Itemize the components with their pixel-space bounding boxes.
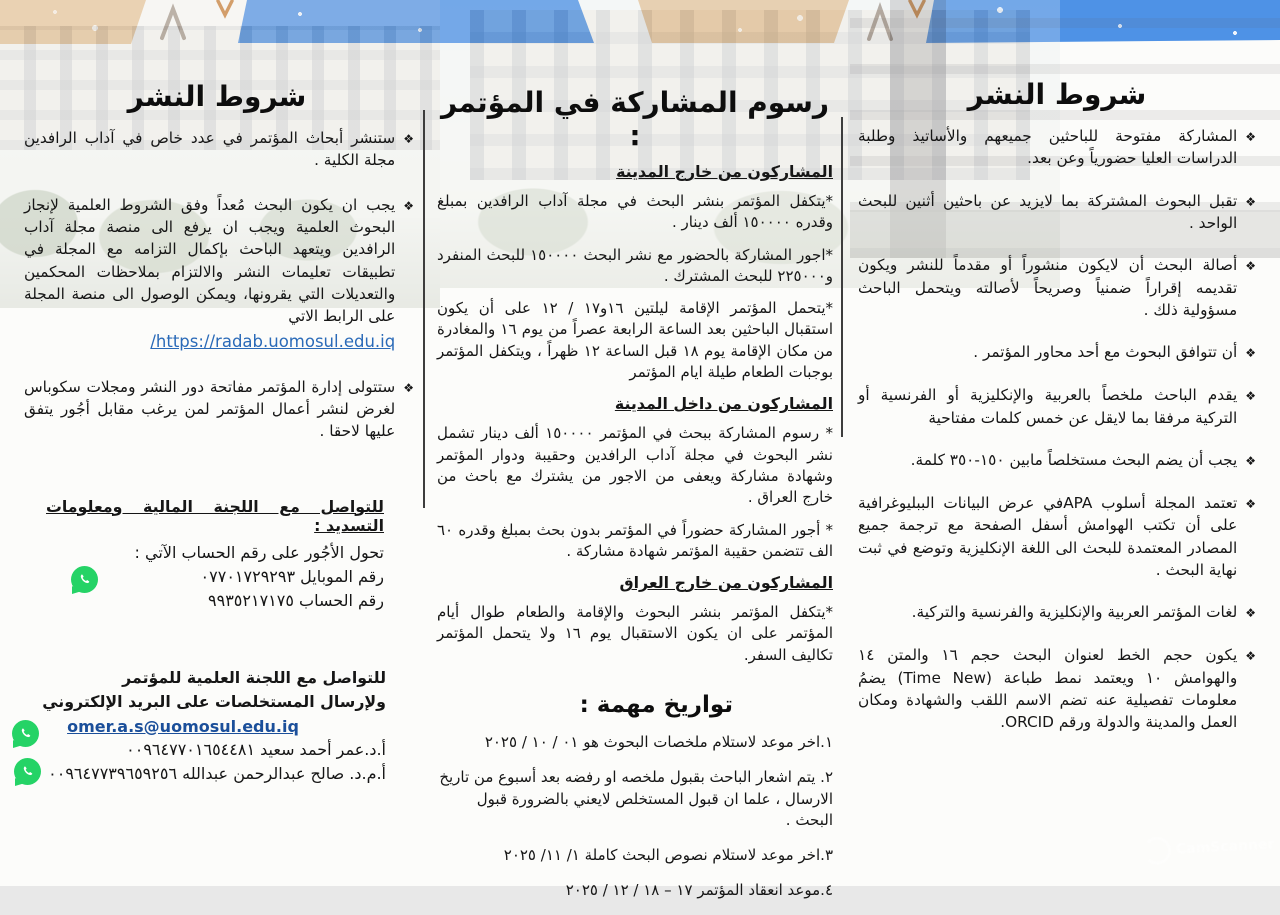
diamond-bullet-icon: ❖ — [1245, 606, 1256, 621]
list-item — [24, 376, 414, 443]
contact-person-line: أ.د.عمر أحمد سعيد ٠٠٩٦٤٧٧٠١٦٥٤٤٨١ — [126, 739, 386, 759]
fee-paragraph: *اجور المشاركة بالحضور مع نشر البحث ١٥٠٠٠٠ للبحث المنفرد و٢٢٥٠٠٠ للبحث المشترك . — [437, 245, 833, 285]
contact-person-line: أ.م.د. صالح عبدالرحمن عبدالله ٠٠٩٦٤٧٧٣٩٦٥٩٢٥٦ — [48, 764, 386, 784]
diamond-bullet-icon: ❖ — [1245, 389, 1256, 404]
out-of-city-heading: المشاركون من خارج المدينة — [616, 162, 833, 181]
whatsapp-icon — [14, 758, 41, 785]
diamond-bullet-icon: ❖ — [1245, 346, 1256, 361]
account-number-line: رقم الحساب ٩٩٣٥٢١٧١٧٥ — [208, 591, 384, 611]
diamond-bullet-icon: ❖ — [1245, 496, 1256, 511]
list-item-text: المشاركة مفتوحة للباحثين جميعهم والأساتيذ وطلبة الدراسات العليا حضورياً وعن بعد. — [858, 127, 1238, 168]
whatsapp-icon — [12, 720, 39, 747]
publishing-terms-title: شروط النشر — [127, 80, 307, 113]
chevron-up-icon — [866, 5, 894, 44]
transfer-instruction-line: تحول الأجُور على رقم الحساب الآتي : — [134, 542, 384, 562]
list-item-text: يقدم الباحث ملخصاً بالعربية والإنكليزية أو الفرنسية أو التركية مرفقا بما لايقل عن خمس كلمات مفتاحية — [858, 386, 1238, 427]
list-item — [858, 125, 1256, 170]
watermark-text: CamScanner — [1175, 836, 1275, 858]
date-item: ٤.موعد انعقاد المؤتمر ١٧ – ١٨ / ١٢ / ٢٠٢٥ — [565, 880, 833, 899]
fee-paragraph: * أجور المشاركة حضوراً في المؤتمر بدون بحث بمبلغ وقدره ٦٠ الف تتضمن حقيبة المؤتمر شهادة مشاركة . — [437, 520, 833, 560]
diamond-bullet-icon: ❖ — [403, 132, 414, 146]
date-item: ٣.اخر موعد لاستلام نصوص البحث كاملة ١/ ١١/ ٢٠٢٥ — [503, 846, 833, 865]
camscanner-watermark — [1142, 831, 1275, 866]
list-item-text: ستتولى إدارة المؤتمر مفاتحة دور النشر ومجلات سكوباس لغرض لنشر أعمال المؤتمر لمن يرغب مقابل أجُور يتفق عليها لاحقا . — [24, 377, 396, 441]
list-item-text: أن تتوافق البحوث مع أحد محاور المؤتمر . — [973, 343, 1238, 362]
date-item: ١.اخر موعد لاستلام ملخصات البحوث هو ٠١ / ١٠ / ٢٠٢٥ — [484, 733, 833, 752]
scientific-contact-line1: للتواصل مع اللجنة العلمية للمؤتمر — [122, 668, 386, 688]
diamond-bullet-icon: ❖ — [1245, 649, 1256, 664]
diamond-bullet-icon: ❖ — [403, 198, 414, 213]
in-city-heading: المشاركون من داخل المدينة — [614, 394, 833, 414]
list-item-text: تعتمد المجلة أسلوب APAفي عرض البيانات الببليوغرافية على أن تكتب الهوامش أسفل الصفحة مع ترجمة جميع المصادر المعتمدة للبحث الى اللغة الإنكليزية وتوضع في ثبت نهاية البحث . — [858, 493, 1238, 579]
diamond-bullet-icon: ❖ — [403, 380, 414, 395]
list-item-text: يكون حجم الخط لعنوان البحث حجم ١٦ والمتن ١٤ والهوامش ١٠ ويعتمد نمط طباعة (Time New) يضمُ معلومات تفصيلية عنه تضم الاسم اللقب والشهادة ومكان العمل والمدينة والدولة ورقم ORCID. — [858, 646, 1238, 732]
list-item — [858, 341, 1256, 364]
diamond-bullet-icon: ❖ — [1245, 259, 1256, 274]
conference-email-link[interactable]: omer.a.s@uomosul.edu.iq — [67, 716, 299, 736]
participation-fees-column — [437, 86, 833, 915]
whatsapp-icon — [71, 566, 98, 593]
list-item — [858, 644, 1256, 733]
email-line — [20, 717, 346, 736]
list-item-text: ستنشر أبحاث المؤتمر في عدد خاص في آداب الرافدين مجلة الكلية . — [24, 129, 396, 170]
blue-trapezoid-right — [0, 0, 1280, 46]
fee-paragraph: * رسوم المشاركة ببحث في المؤتمر ١٥٠٠٠٠ ألف دينار تشمل نشر البحوث في مجلة آداب الرافدين وحقيبة ودوار المؤتمر وشهادة مشاركة ويعفى من الاجور من يشترك مع باحث من خارج العراق . — [437, 424, 833, 507]
out-of-iraq-heading: المشاركون من خارج العراق — [619, 573, 833, 593]
list-item — [858, 190, 1256, 235]
finance-contact-section — [46, 497, 384, 615]
chevron-down-icon — [216, 0, 234, 21]
journal-link-line — [24, 330, 395, 354]
publishing-terms-column — [20, 80, 414, 787]
list-item-text: لغات المؤتمر العربية والإنكليزية والفرنسية والتركية. — [911, 603, 1238, 622]
date-item: ٢. يتم اشعار الباحث بقبول ملخصه او رفضه بعد أسبوع من تاريخ الارسال ، علما ان قبول المستخلص لايعني بالضرورة قبول البحث . — [439, 767, 833, 830]
diamond-bullet-icon: ❖ — [1245, 453, 1256, 468]
scientific-contact-section — [20, 666, 386, 787]
chevron-up-icon — [159, 6, 187, 43]
journal-platform-link[interactable]: /https://radab.uomosul.edu.iq — [150, 331, 396, 351]
list-item — [858, 384, 1256, 429]
important-dates-section — [437, 692, 833, 902]
list-item-text: يجب أن يضم البحث مستخلصاً مابين ١٥٠-٣٥٠ كلمة. — [910, 450, 1238, 469]
mobile-number-line: رقم الموبايل ٠٧٧٠١٧٢٩٢٩٣ — [200, 566, 384, 586]
important-dates-title: تواريخ مهمة : — [579, 692, 733, 719]
list-item — [858, 449, 1256, 472]
column-divider-line — [841, 117, 843, 437]
fee-paragraph: *يتكفل المؤتمر بنشر البحوث والإقامة والطعام طوال أيام المؤتمر على ان يكون الاستقبال يوم ١٦ ولا يتحمل المؤتمر تكاليف السفر. — [437, 603, 833, 664]
list-item — [858, 601, 1256, 624]
list-item — [858, 492, 1256, 581]
chevron-down-icon — [908, 0, 926, 21]
list-item-text: تقبل البحوث المشتركة بما لايزيد عن باحثين أثنين للبحث الواحد . — [858, 191, 1238, 232]
list-item — [24, 194, 414, 354]
participation-fees-title: رسوم المشاركة في المؤتمر : — [440, 86, 830, 152]
list-item-text: يجب ان يكون البحث مُعداً وفق الشروط العلمية لإنجاز البحوث العلمية ويجب ان يرفع الى منصة مجلة آداب الرافدين ويتعهد الباحث بإكمال التزامه مع المجلة في تطبيقات تعليمات النشر والالتزام بملاحظات المحكمين والتعديلات التي يقرونها، ويمكن الوصول الى منصة المجلة على الرابط الاتي — [24, 195, 396, 326]
diamond-bullet-icon: ❖ — [1245, 194, 1256, 209]
fee-paragraph: *يتكفل المؤتمر بنشر البحث في مجلة آداب الرافدين بمبلغ وقدره ١٥٠٠٠٠ ألف دينار . — [437, 192, 833, 232]
fee-paragraph: *يتحمل المؤتمر الإقامة ليلتين ١٦و١٧ / ١٢ على أن يكون استقبال الباحثين بعد الساعة الرابعة عصراً من يوم ١٦ والمغادرة من مكان الإقامة يوم ١٨ قبل الساعة ١٢ ظهراً ، ويتكفل المؤتمر بوجبات الطعام طيلة ايام المؤتمر — [437, 299, 833, 382]
list-item — [858, 254, 1256, 321]
list-item-text — [24, 194, 395, 354]
list-item-text: أصالة البحث أن لايكون منشوراً أو مقدماً للنشر ويكون تقديمه إقراراً ضمنياً وصريحاً لأصالته ويتحمل الباحث مسؤولية ذلك . — [858, 256, 1238, 319]
publication-terms-title: شروط النشر — [967, 78, 1147, 111]
camscanner-logo-icon — [1142, 836, 1171, 865]
diamond-bullet-icon: ❖ — [1245, 130, 1256, 144]
publication-terms-column — [858, 78, 1256, 734]
column-divider-line — [423, 110, 425, 508]
list-item — [24, 127, 414, 172]
top-decorative-band — [0, 0, 1280, 48]
scientific-contact-line2: ولإرسال المستخلصات على البريد الإلكتروني — [42, 691, 386, 711]
finance-contact-heading: للتواصل مع اللجنة المالية ومعلومات التسديد : — [46, 496, 384, 535]
publication-terms-list — [858, 125, 1256, 734]
